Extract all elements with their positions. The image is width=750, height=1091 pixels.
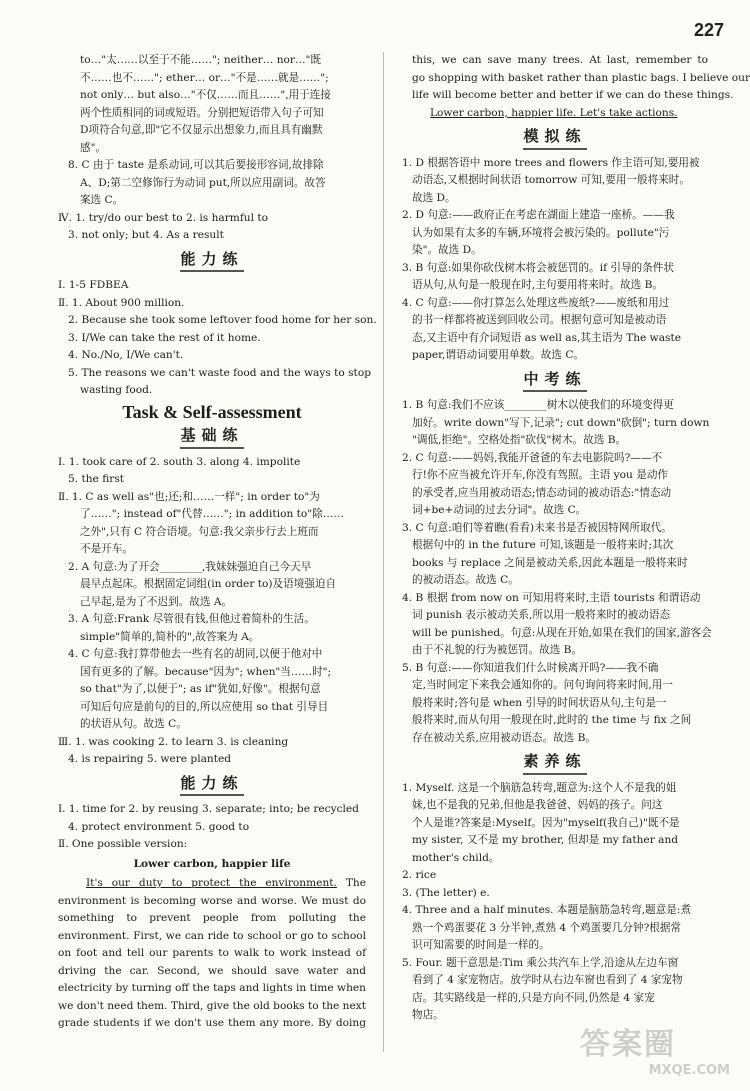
text-line: Ⅱ. 1. About 900 million. (58, 296, 185, 309)
text-line: 4. B 根据 from now on 可知用将来时,主语 tourists 和谓语动 (402, 591, 701, 604)
text-line: 妹,也不是我的兄弟,但他是我爸爸、妈妈的孩子。问这 (412, 799, 663, 811)
task-title: Task & Self-assessment (122, 401, 302, 422)
text-line: to…"太……以至于不能……"; neither… nor…"既 (80, 54, 322, 66)
text-line: environment is becoming worse and worse. We must do (58, 894, 366, 907)
essay-continuation (402, 52, 750, 105)
text-line: 1. Myself. 这是一个脑筋急转弯,题意为:这个人不是我的姐 (402, 781, 677, 794)
text-line: 不是开车。 (80, 543, 133, 555)
text-line: 根据句中的 in the future 可知,该题是一般将来时;其次 (412, 539, 674, 551)
text-line: Ⅰ. 1. took care of 2. south 3. along 4. impolite (58, 455, 301, 468)
section-heading-ability-1: 能力练 (58, 251, 366, 273)
text-line: 染"。故选 D。 (412, 244, 482, 256)
section-heading-basic: 基础练 (58, 427, 366, 449)
text-line: 之外",只有 C 符合语境。句意:我父亲步行去上班而 (80, 525, 319, 538)
text-line: go shopping with basket rather than plastic bags. I believe our (412, 71, 750, 84)
text-line: 4. protect environment 5. good to (68, 820, 250, 833)
text-line: 词+be+动词的过去分词"。故选 C。 (412, 504, 587, 516)
text-line: wasting food. (80, 384, 153, 396)
text-line: paper,谓语动词要用单数。故选 C。 (412, 349, 585, 361)
text-line: 故选 D。 (412, 191, 456, 204)
right-column (402, 52, 750, 1025)
text-line: 5. B 句意:——你知道我们什么时候离开吗?——我不确 (402, 661, 659, 674)
text-line: my sister, 又不是 my brother, 但却是 my father and (412, 834, 679, 846)
text-line: 4. is repairing 5. were planted (68, 753, 232, 765)
part-iii-block (58, 734, 366, 769)
text-line: 3. B 句意:如果你砍伐树木将会被惩罚的。if 引导的条件状 (402, 261, 674, 274)
essay-title: Lower carbon, happier life (133, 857, 291, 870)
text-line: 词 punish 表示被动关系,所以用一般将来时的被动语态 (412, 609, 671, 621)
text-line: 加好。write down"写下,记录"; cut down"砍倒"; turn down (412, 416, 710, 429)
essay-closing: Lower carbon, happier life. Let's take actions. (430, 106, 678, 119)
text-line: 晨早点起床。根据固定词组(in order to)及语境强迫自 (80, 578, 337, 590)
text-line: Ⅲ. 1. was cooking 2. to learn 3. is cleaning (58, 735, 289, 748)
text-line: 识可知需要的时间是一样的。 (412, 939, 550, 951)
text-line: 店。其实路线是一样的,只是方向不同,仍然是 4 家宠 (412, 991, 655, 1004)
text-line: 3. not only; but 4. As a result (68, 229, 224, 241)
text-line: 5. The reasons we can't waste food and the ways to stop (68, 366, 371, 379)
text-line: 1. D 根据答语中 more trees and flowers 作主语可知,要用被 (402, 156, 700, 169)
ability-2-block (58, 801, 366, 854)
part-iv-block (58, 210, 366, 245)
page-number: 227 (693, 20, 724, 40)
text-line: simple"简单的,简朴的",故答案为 A。 (80, 630, 260, 643)
section-heading-literacy: 素养练 (402, 753, 708, 775)
text-line: 5. the first (68, 473, 125, 485)
text-line: 可知后句应是前句的目的,所以应使用 so that 引导目 (80, 700, 329, 713)
text-line: so that"为了,以便于"; as if"犹如,好像"。根据句意 (80, 683, 321, 695)
text-line: 3. C 句意:咱们等着瞧(看看)未来书是否被因特网所取代。 (402, 521, 672, 534)
text-line: D项符合句意,即"它不仅显示出想象力,而且具有幽默 (80, 124, 323, 136)
text-line: not only… but also…"不仅……而且……",用于连接 (80, 89, 331, 101)
text-line: 态,又主语中有介词短语 as well as,其主语为 The waste (412, 331, 682, 344)
text-line: 个人是谁?答案是:Myself。因为"myself(我自己)"既不是 (412, 816, 680, 829)
text-line: life will become better and better if we can do these things. (412, 89, 734, 101)
text-line: 两个性质相同的词或短语。分别把短语带入句子可知 (80, 106, 324, 119)
essay-first-line: It's our duty to protect the environment. The (86, 877, 366, 889)
text-line: mother's child。 (412, 851, 500, 864)
text-line: 般将来时,而从句用一般现在时,此时的 the time 与 fix 之间 (412, 714, 692, 726)
text-line: 感"。 (80, 141, 107, 154)
text-line: 案选 C。 (80, 194, 124, 206)
text-line: "调低,拒绝"。空格处指"砍伐"树木。故选 B。 (412, 434, 627, 446)
text-line: 3. I/We can take the rest of it home. (68, 331, 261, 344)
text-line: 认为如果有太多的车辆,环境将会被污染的。pollute"污 (412, 226, 670, 239)
text-line: 2. C 句意:——妈妈,我能开爸爸的车去电影院吗?——不 (402, 451, 663, 464)
text-line: 1. B 句意:我们不应该________树木以使我们的环境变得更 (402, 399, 674, 411)
text-line: Ⅰ. 1. time for 2. by reusing 3. separate; into; be recycled (58, 803, 359, 815)
text-line: 2. A 句意:为了开会________,我妹妹强迫自己今天早 (68, 560, 312, 573)
text-line: 3. A 句意:Frank 尽管很有钱,但他过着简朴的生活。 (68, 613, 315, 625)
text-line: 国有更多的了解。because"因为"; when"当……时"; (80, 665, 332, 678)
text-line: Ⅱ. 1. C as well as"也;还;和……一样"; in order to"为 (58, 490, 320, 503)
text-line: driving the car. Second, we should save water and (58, 964, 366, 977)
basic-block (58, 454, 366, 734)
section-heading-mock: 模拟练 (402, 128, 708, 150)
text-line: 的状语从句。故选 C。 (80, 718, 187, 730)
text-line: grade students if we don't use them any more. By doing (58, 1017, 366, 1029)
text-line: will be punished。句意:从现在开始,如果在我们的国家,游客会 (412, 626, 712, 639)
text-line: 的承受者,应当用被动语态;情态动词的被动语态:"情态动 (412, 486, 672, 499)
ability-1-block (58, 277, 377, 400)
text-line: 熟一个鸡蛋要花 3 分半钟,煮熟 4 个鸡蛋要几分钟?根据常 (412, 921, 682, 934)
text-line: 2. Because she took some leftover food home for her son. (68, 314, 377, 326)
text-line: Ⅳ. 1. try/do our best to 2. is harmful to (58, 211, 268, 224)
text-line: Ⅱ. One possible version: (58, 838, 188, 850)
text-line: 5. Four. 题干意思是:Tim 乘公共汽车上学,沿途从左边车窗 (402, 956, 679, 969)
q8-block (58, 157, 366, 210)
text-line: 2. rice (402, 869, 437, 881)
mock-block (402, 155, 708, 365)
text-line: 4. C 句意:——你打算怎么处理这些废纸?——废纸和用过 (402, 296, 670, 309)
text-line: 己早起,是为了不迟到。故选 A。 (80, 595, 233, 608)
watermark-logo: 答案圈 MXQE.COM (580, 1027, 730, 1078)
text-line: 3. (The letter) e. (402, 886, 490, 899)
text-line: 不……也不……"; ether… or…"不是……就是……"; (80, 71, 329, 84)
text-line: Ⅰ. 1-5 FDBEA (58, 279, 129, 291)
text-line: this, we can save many trees. At last, remember to (412, 54, 708, 66)
section-heading-exam: 中考练 (402, 371, 708, 393)
section-heading-ability-2: 能力练 (58, 775, 366, 797)
text-line: 物店。 (412, 1009, 444, 1021)
text-line: 定,当时间定下来我会通知你的。问句询问将来时间,用一 (412, 679, 673, 691)
text-line: something to prevent people from polluting the (58, 912, 366, 924)
text-line: 4. No./No, I/We can't. (68, 349, 184, 361)
intro-block (58, 52, 366, 157)
text-line: on foot and tell our parents to walk to work instead of (58, 947, 366, 959)
text-line: 的书一样都将被送到回收公司。根据句意可知是被动语 (412, 314, 667, 326)
text-line: 存在被动关系,应用被动语态。故选 B。 (412, 731, 597, 744)
exam-block (402, 397, 712, 747)
text-line: A、D;第二空修饰行为动词 put,所以应用副词。故答 (80, 176, 326, 189)
text-line: we don't need them. Third, give the old books to the next (58, 999, 366, 1012)
left-column (58, 52, 377, 1033)
text-line: 4. C 句意:我打算带他去一些有名的胡同,以便于他对中 (68, 648, 323, 660)
text-line: 4. Three and a half minutes. 本题是脑筋急转弯,题意是:煮 (402, 904, 691, 916)
text-line: 的被动语态。故选 C。 (412, 574, 519, 586)
text-line: 动语态,又根据时间状语 tomorrow 可知,要用一般将来时。 (412, 174, 690, 186)
literacy-block (402, 780, 708, 1025)
text-line: 看到了 4 家宠物店。放学时从右边车窗也看到了 4 家宠物 (412, 974, 683, 986)
text-line: books 与 replace 之间是被动关系,因此本题是一般将来时 (412, 556, 688, 569)
text-line: electricity by turning off the taps and lights in time when (58, 982, 366, 994)
column-divider (383, 52, 384, 1052)
text-line: environment. First, we can ride to school or go to school (58, 929, 366, 942)
text-line: 了……"; instead of"代替……"; in addition to"除…… (80, 508, 344, 520)
text-line: 行!你不应当被允许开车,你没有驾照。主语 you 是动作 (412, 469, 669, 481)
text-line: 语从句,从句是一般现在时,主句要用将来时。故选 B。 (412, 279, 663, 291)
text-line: 8. C 由于 taste 是系动词,可以其后要接形容词,故排除 (68, 159, 324, 171)
essay-body (58, 875, 366, 1033)
text-line: 由于不礼貌的行为被惩罚。故选 B。 (412, 644, 583, 656)
text-line: 般将来时;答句是 when 引导的时间状语从句,主句是一 (412, 696, 667, 709)
text-line: 2. D 句意:——政府正在考虑在湖面上建造一座桥。——我 (402, 209, 675, 221)
